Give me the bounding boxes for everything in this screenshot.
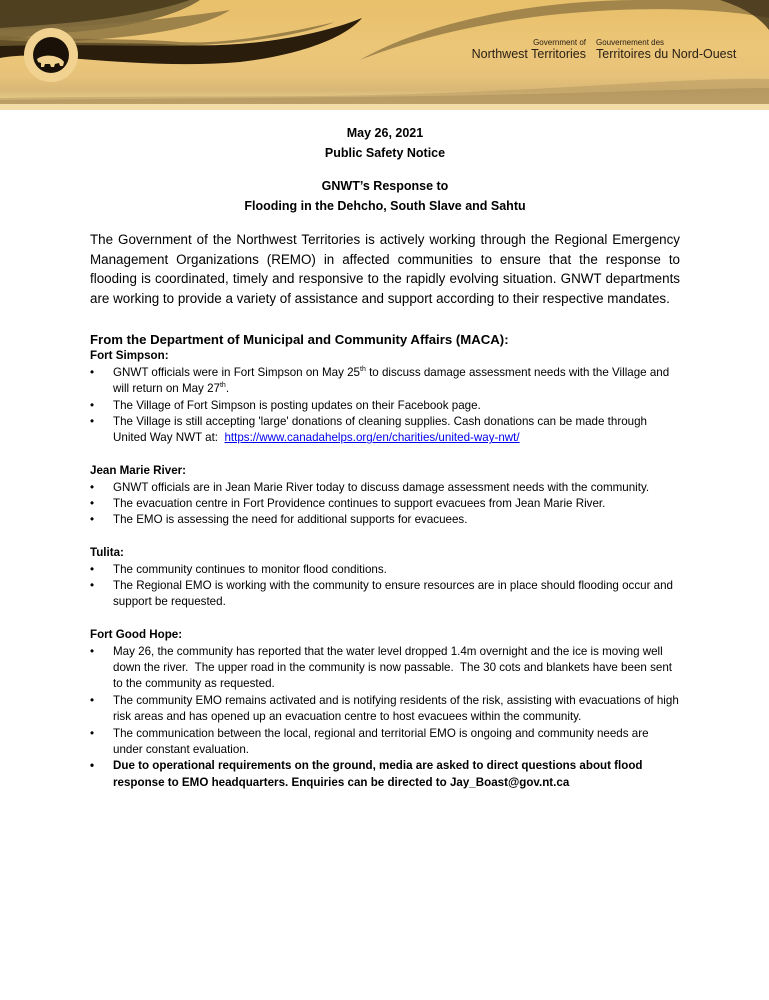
section-tulita (90, 545, 680, 611)
list-item: • GNWT officials are in Jean Marie River today to discuss damage assessment needs with the community. (90, 480, 680, 496)
headline-line-2: Flooding in the Dehcho, South Slave and Sahtu (244, 199, 526, 213)
bullet-icon: • (90, 579, 95, 593)
gov-name-french (596, 38, 736, 61)
intro-paragraph: The Government of the Northwest Territories is actively working through the Regional Emergency Management Organizations (REMO) in affected communities to ensure that the response to flooding is coordinated, timely and responsive to the rapidly evolving situation. GNWT departments are working to provide a variety of assistance and support according to their respective mandates. (90, 232, 680, 306)
section-fort-good-hope (90, 627, 680, 791)
gov-french-prefix: Gouvernement des (596, 38, 665, 47)
united-way-donation-link[interactable]: https://www.canadahelps.org/en/charities/united-way-nwt/ (224, 431, 520, 445)
bullet-icon: • (90, 513, 95, 527)
notice-date: May 26, 2021 (346, 126, 424, 140)
section-heading: Fort Simpson: (90, 349, 169, 363)
list-item: • GNWT officials were in Fort Simpson on May 25th to discuss damage assessment needs with the Village and will return on May 27th. (90, 365, 670, 396)
list-item: • The Regional EMO is working with the community to ensure resources are in place should flooding occur and support be requested. (90, 579, 674, 609)
gov-name-english (472, 38, 586, 61)
title-block (90, 123, 680, 216)
section-heading: Fort Good Hope: (90, 628, 183, 642)
notice-type: Public Safety Notice (324, 146, 446, 160)
bullet-icon: • (90, 759, 95, 773)
gov-english-prefix: Government of (533, 38, 586, 47)
bullet-icon: • (90, 644, 95, 658)
bullet-icon: • (90, 693, 95, 707)
section-jean-marie-river (90, 463, 680, 529)
bullet-icon: • (90, 398, 95, 412)
list-item: • May 26, the community has reported that the water level dropped 1.4m overnight and the ice is moving well down the river. The upper road in the community is now passable. The 30 cots and blankets have been sent to the community as requested. (90, 644, 676, 691)
polar-bear-logo-icon (31, 35, 71, 75)
bullet-icon: • (90, 365, 95, 379)
headline-line-1: GNWT’s Response to (321, 179, 449, 193)
list-item: • The Village of Fort Simpson is posting updates on their Facebook page. (90, 398, 680, 414)
list-item: • The EMO is assessing the need for additional supports for evacuees. (90, 512, 680, 528)
bullet-icon: • (90, 497, 95, 511)
notice-document (90, 123, 680, 791)
bullet-icon: • (90, 415, 95, 428)
bullet-icon: • (90, 726, 95, 740)
section-heading: Tulita: (90, 546, 124, 560)
list-item: • The communication between the local, regional and territorial EMO is ongoing and community needs are under constant evaluation. (90, 726, 649, 757)
list-item: • The evacuation centre in Fort Providence continues to support evacuees from Jean Marie River. (90, 496, 680, 512)
bullet-icon: • (90, 480, 95, 494)
bullet-icon: • (90, 562, 95, 576)
section-heading: Jean Marie River: (90, 464, 187, 478)
header-banner (0, 0, 769, 110)
media-enquiries-item: • Due to operational requirements on the ground, media are asked to direct questions about flood response to EMO headquarters. Enquiries can be directed to Jay_Boast@gov.nt.ca (90, 759, 643, 789)
list-item: • The Village is still accepting 'large' donations of cleaning supplies. Cash donations can be made through United Way NWT at: https://www.canadahelps.org/en/charities/united-way-nwt/ (90, 415, 651, 445)
list-item: • The community continues to monitor flood conditions. (90, 562, 680, 578)
gov-french-name: Territoires du Nord-Ouest (596, 47, 737, 61)
list-item: • The community EMO remains activated and is notifying residents of the risk, assisting with evacuations of high risk areas and has opened up an evacuation centre to host evacuees within the community. (90, 693, 679, 724)
gov-english-name: Northwest Territories (471, 47, 586, 61)
department-heading: From the Department of Municipal and Community Affairs (MACA): (90, 332, 509, 348)
section-fort-simpson (90, 348, 680, 446)
